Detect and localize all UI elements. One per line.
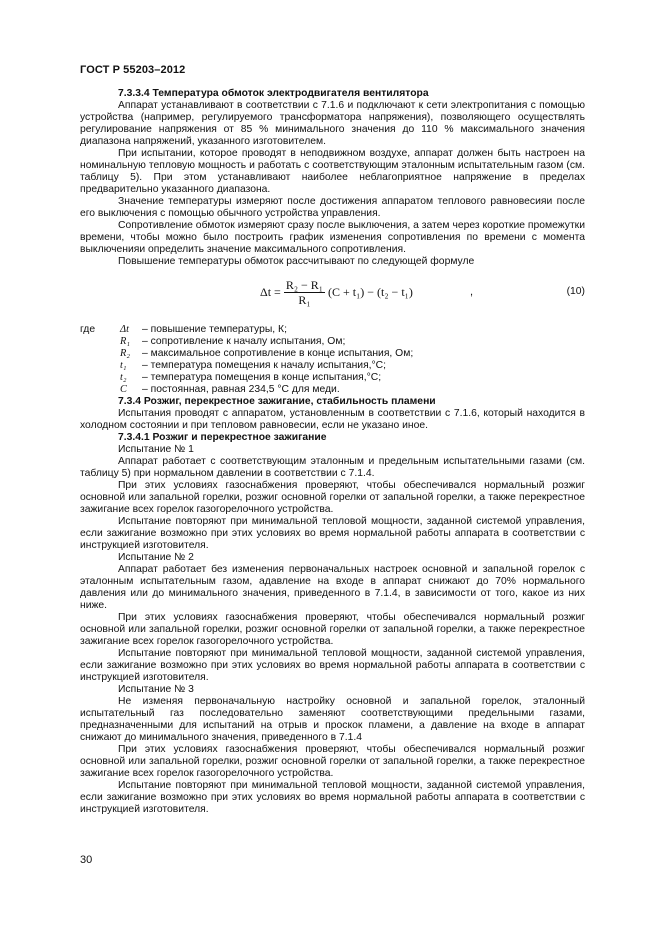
section-7-3-4-1-title: 7.3.4.1 Розжиг и перекрестное зажигание [118,432,327,443]
paragraph: Значение температуры измеряют после достижения аппаратом теплового равновесияи после его выключения с помощью обычного устройства управления. [80,196,585,219]
formula-comma: , [470,286,474,298]
where-item [80,384,585,396]
page-number: 30 [80,854,93,866]
formula-lhs: Δt = [260,285,281,299]
where-label: где [80,324,96,335]
where-symbol: R₁ [120,336,130,347]
paragraph: Аппарат работает без изменения первоначальных настроек основной и запальной горелок с эталонным испытательным газом, адавление на входе в аппарат снижают до 70% нормального давления или до минимального значения, приведенного в 7.1.4, в зависимости от того, какое из них ниже. [80,564,585,611]
where-description: – повышение температуры, К; [142,324,287,335]
where-symbol: C [120,384,127,395]
section-7-3-3-4-title: 7.3.3.4 Температура обмоток электродвигателя вентилятора [118,88,429,99]
paragraph: Испытания проводят с аппаратом, установленным в соответствии с 7.1.6, который находится в холодном состоянии и при тепловом равновесии, если не указано иное. [80,408,585,431]
paragraph: Аппарат работает с соответствующим эталонным и предельным испытательными газами (см. таблицу 5) при нормальном давлении в соответствии с 7.1.4. [80,456,585,479]
where-symbol: R₂ [120,348,130,359]
formula-expression [260,272,413,312]
paragraph: При этих условиях газоснабжения проверяют, чтобы обеспечивался нормальный розжиг основной или запальной горелки, розжиг основной горелки от запальной горелки, а также перекрестное зажигание всех горелок газогорелочного устройства. [80,612,585,647]
document-body [80,88,585,816]
paragraph: Испытание повторяют при минимальной тепловой мощности, заданной системой управления, если зажигание возможно при этих условиях во время нормальной работы аппарата в соответствии с инструкцией изготовителя. [80,648,585,683]
paragraph: Аппарат устанавливают в соответствии с 7.1.6 и подключают к сети электропитания с помощью устройства (например, регулируемого трансформатора напряжения), позволяющего осуществлять регулирование напряжения от 85 % минимального значения до 110 % максимального значения диапазона напряжений, указанного изготовителем. [80,100,585,147]
where-symbol: t₂ [120,372,127,383]
where-description: – температура помещения к началу испытания,°С; [142,360,387,371]
section-7-3-4-title: 7.3.4 Розжиг, перекрестное зажигание, стабильность пламени [118,396,436,407]
standard-header: ГОСТ Р 55203–2012 [80,64,186,76]
paragraph: При этих условиях газоснабжения проверяют, чтобы обеспечивался нормальный розжиг основной или запальной горелки, розжиг основной горелки от запальной горелки, а также перекрестное зажигание всех горелок газогорелочного устройства. [80,744,585,779]
where-symbol: t₁ [120,360,127,371]
paragraph: Испытание повторяют при минимальной тепловой мощности, заданной системой управления, если зажигание возможно при этих условиях во время нормальной работы аппарата в соответствии с инструкцией изготовителя. [80,780,585,815]
where-item [80,348,585,360]
paragraph: При испытании, которое проводят в неподвижном воздухе, аппарат должен быть настроен на номинальную тепловую мощность и работать с соответствующим эталонным испытательным газом (см. таблицу 5). При этом устанавливают наиболее неблагоприятное напряжение в пределах предварительно указанного диапазона. [80,148,585,195]
where-description: – сопротивление к началу испытания, Ом; [142,336,346,347]
paragraph: Повышение температуры обмоток рассчитывают по следующей формуле [118,256,475,267]
formula-10 [80,272,585,318]
paragraph: Не изменяя первоначальную настройку основной и запальной горелок, эталонный испытательный газ последовательно заменяют соответствующими предельными газами, предназначенными для испытаний на отрыв и проскок пламени, а давление на входе в аппарат снижают до минимального значения, приведенного в 7.1.4 [80,696,585,743]
where-list [80,324,585,396]
test-heading: Испытание № 1 [118,444,194,455]
formula-numerator: R₂ − R₁ [285,277,323,292]
where-item [80,372,585,384]
where-item [80,336,585,348]
formula-rhs: (C + t₁) − (t₂ − t₁) [327,285,413,299]
where-item [80,324,585,336]
formula-denominator: R₁ [298,292,311,307]
where-description: – максимальное сопротивление в конце испытания, Ом; [142,348,414,359]
where-description: – температура помещения в конце испытания,°С; [142,372,382,383]
where-item [80,360,585,372]
paragraph: При этих условиях газоснабжения проверяют, чтобы обеспечивался нормальный розжиг основной или запальной горелки, розжиг основной горелки от запальной горелки, а также перекрестное зажигание всех горелок газогорелочного устройства. [80,480,585,515]
test-heading: Испытание № 3 [118,684,194,695]
equation-number: (10) [566,286,585,297]
paragraph: Сопротивление обмоток измеряют сразу после выключения, а затем через короткие промежутки времени, чтобы можно было построить график изменения сопротивления по времени с момента выключенияи определить значение максимального сопротивления. [80,220,585,255]
where-symbol: Δt [120,324,129,335]
test-heading: Испытание № 2 [118,552,194,563]
paragraph: Испытание повторяют при минимальной тепловой мощности, заданной системой управления, если зажигание возможно при этих условиях во время нормальной работы аппарата в соответствии с инструкцией изготовителя. [80,516,585,551]
where-description: – постоянная, равная 234,5 °С для меди. [142,384,340,395]
formula-fraction [284,279,325,306]
